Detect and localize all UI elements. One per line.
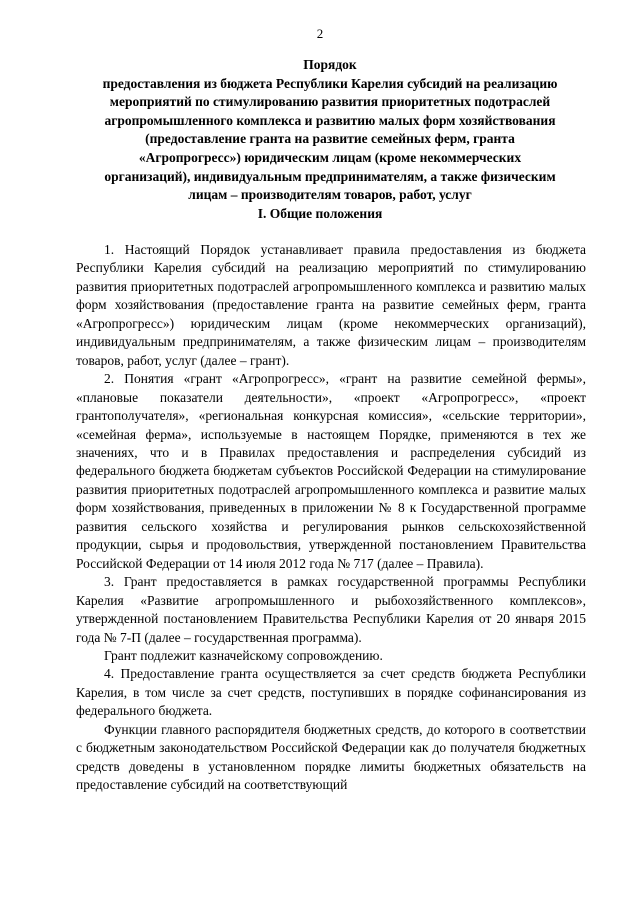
title-line: агропромышленного комплекса и развитию малых форм хозяйствования (104, 112, 556, 128)
document-body (76, 241, 586, 795)
title-line: предоставления из бюджета Республики Карелия субсидий на реализацию (102, 75, 558, 91)
paragraph-3-note: Грант подлежит казначейскому сопровождению. (104, 647, 383, 663)
paragraph-3: 3. Грант предоставляется в рамках государственной программы Республики Карелия «Развитие агропромышленного и рыбохозяйственного комплексов», утвержденной постановлением Правительства Республики Карелия от 20 января 2015 года № 7-П (далее – государственная программа). (76, 574, 586, 645)
title-line: мероприятий по стимулированию развития приоритетных подотраслей (109, 94, 551, 110)
section-heading: I. Общие положения (257, 206, 383, 221)
title-line: «Агропрогресс») юридическим лицам (кроме некоммерческих (138, 149, 522, 165)
page-number: 2 (316, 26, 324, 41)
title-line: (предоставление гранта на развитие семейных ферм, гранта (145, 131, 515, 147)
document-title (70, 56, 590, 205)
paragraph-2: 2. Понятия «грант «Агропрогресс», «грант на развитие семейной фермы», «плановые показатели деятельности», «проект «Агропрогресс», «проект грантополучателя», «региональная конкурсная комиссия», «сельские территории», «семейная ферма», используемые в настоящем Порядке, применяются в тех же значениях, что и в Правилах предоставления и распределения субсидий из федерального бюджета бюджетам субъектов Российской Федерации на стимулирование развития приоритетных подотраслей агропромышленного комплекса и развитие малых форм хозяйствования, приведенных в приложении № 8 к Государственной программе развития сельского хозяйства и регулирования рынков сельскохозяйственной продукции, сырья и продовольствия, утвержденной постановлением Правительства Российской Федерации от 14 июля 2012 года № 717 (далее – Правила). (76, 371, 586, 571)
paragraph-4: 4. Предоставление гранта осуществляется за счет средств бюджета Республики Карелия, в том числе за счет средств, поступивших в порядке софинансирования из федерального бюджета. (76, 666, 586, 719)
paragraph-1: 1. Настоящий Порядок устанавливает правила предоставления из бюджета Республики Карелия субсидий на реализацию мероприятий по стимулированию развития приоритетных подотраслей агропромышленного комплекса и развитию малых форм хозяйствования (предоставление гранта на развитие семейных ферм, гранта «Агропрогресс») юридическим лицам (кроме некоммерческих организаций), индивидуальным предпринимателям, а также физическим лицам – производителям товаров, работ, услуг (далее – грант). (76, 242, 586, 368)
paragraph-4-continued: Функции главного распорядителя бюджетных средств, до которого в соответствии с бюджетным законодательством Российской Федерации как до получателя бюджетных средств доведены в установленном порядке лимиты бюджетных обязательств на предоставление субсидий на соответствующий (76, 721, 586, 793)
title-line: Порядок (303, 57, 357, 72)
title-line: организаций), индивидуальным предпринимателям, а также физическим (104, 168, 556, 184)
title-line: лицам – производителям товаров, работ, услуг (188, 187, 472, 203)
